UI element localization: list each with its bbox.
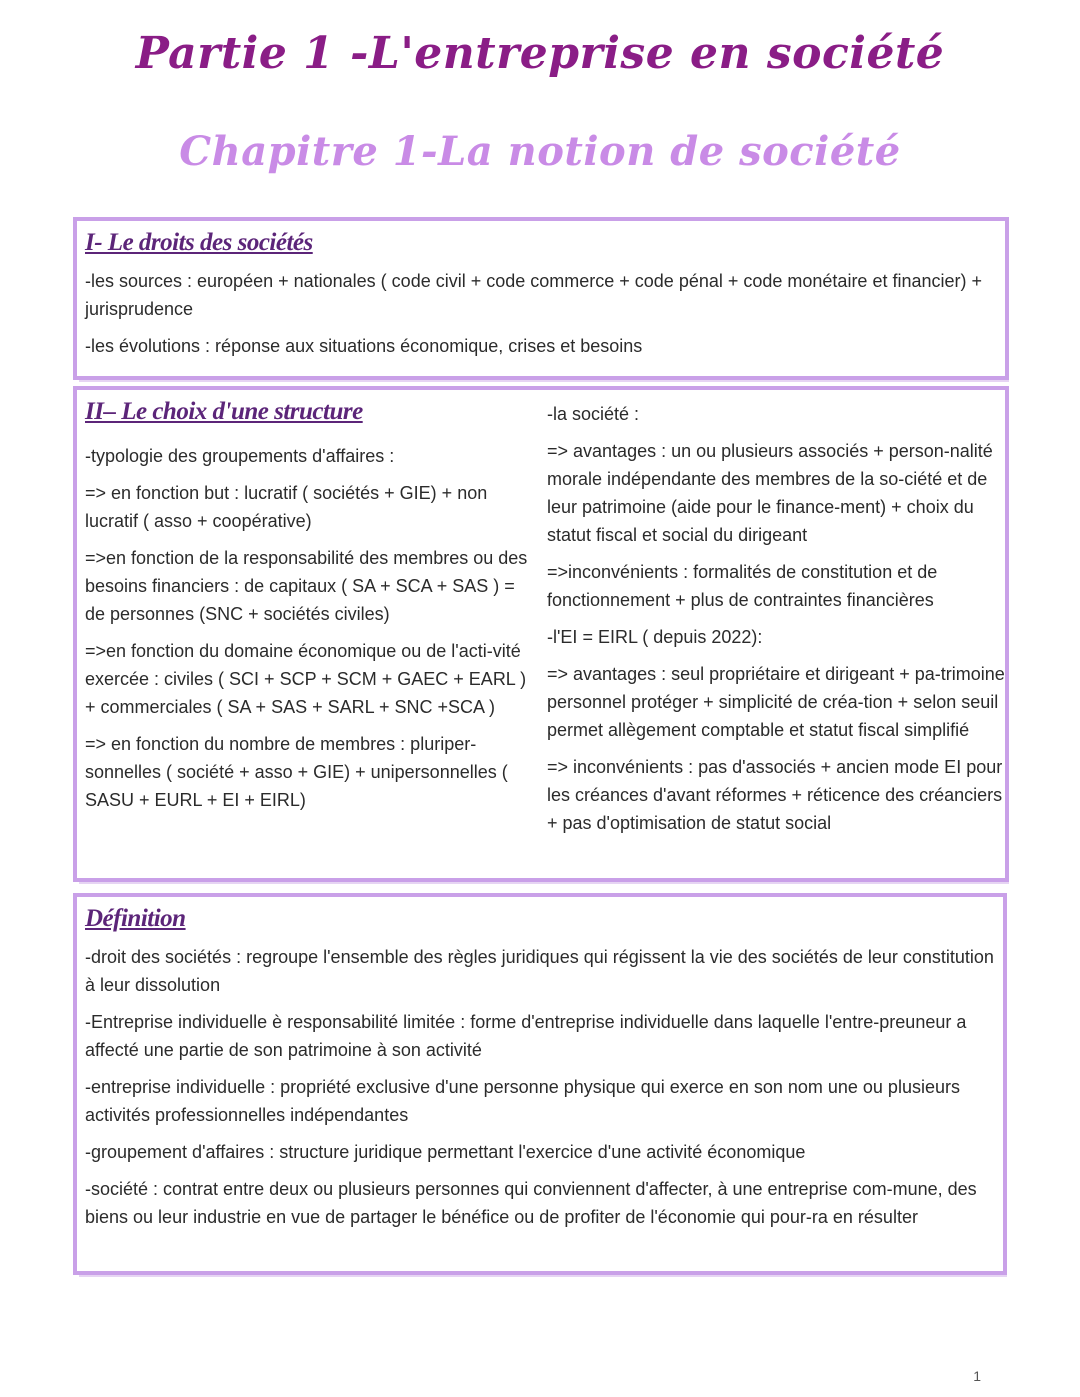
definition-groupement-affaires: -groupement d'affaires : structure juridique permettant l'exercice d'une activité économique (85, 1142, 806, 1162)
paragraph-societe-inconvenients: =>inconvénients : formalités de constitution et de fonctionnement + plus de contraintes financières (547, 562, 938, 610)
page-number: 1 (973, 1368, 981, 1384)
section-choix-structure (73, 386, 1009, 882)
chapter-title: Chapitre 1-La notion de société (179, 128, 901, 175)
section-heading: Définition (85, 905, 186, 932)
definition-entreprise-individuelle: -entreprise individuelle : propriété exclusive d'une personne physique qui exerce en son nom une ou plusieurs activités professionnelles indépendantes (85, 1077, 960, 1125)
paragraph-societe-avantages: => avantages : un ou plusieurs associés + person-nalité morale indépendante des membres de la so-ciété et de leur patrimoine (aide pour le finance-ment) + choix du statut fiscal et social du dirigeant (547, 441, 993, 545)
paragraph-ei-eirl: -l'EI = EIRL ( depuis 2022): (547, 627, 763, 647)
paragraph-la-societe: -la société : (547, 404, 640, 424)
paragraph-but: => en fonction but : lucratif ( sociétés + GIE) + non lucratif ( asso + coopérative) (85, 483, 488, 531)
part-title: Partie 1 -L'entreprise en société (135, 28, 945, 79)
paragraph-typologie: -typologie des groupements d'affaires : (85, 446, 395, 466)
section-heading: II– Le choix d'une structure (85, 398, 363, 425)
definition-societe: -société : contrat entre deux ou plusieurs personnes qui conviennent d'affecter, à une entreprise com-mune, des biens ou leur industrie en vue de partager le bénéfice ou de profiter de l'économie qui pour-ra en résulter (85, 1179, 977, 1227)
paragraph-responsabilite: =>en fonction de la responsabilité des membres ou des besoins financiers : de capitaux ( SA + SCA + SAS ) = de personnes (SNC + sociétés civiles) (85, 548, 528, 624)
definition-eirl: -Entreprise individuelle è responsabilité limitée : forme d'entreprise individuelle dans laquelle l'entre-preuneur a affecté une partie de son patrimoine à son activité (85, 1012, 967, 1060)
section-heading: I- Le droits des sociétés (85, 229, 313, 256)
section-droit-des-societes (73, 217, 1009, 380)
paragraph-sources: -les sources : européen + nationales ( code civil + code commerce + code pénal + code monétaire et financier) + jurisprudence (85, 271, 983, 319)
paragraph-ei-avantages: => avantages : seul propriétaire et dirigeant + pa-trimoine personnel protéger + simplicité de créa-tion + selon seuil permet allègement comptable et statut fiscal simplifié (547, 664, 1005, 740)
section-definition (73, 893, 1007, 1275)
right-column (547, 400, 1007, 846)
paragraph-domaine: =>en fonction du domaine économique ou de l'acti-vité exercée : civiles ( SCI + SCP + SCM + GAEC + EARL ) + commerciales ( SA + SAS + SARL + SNC +SCA ) (85, 641, 527, 717)
paragraph-ei-inconvenients: => inconvénients : pas d'associés + ancien mode EI pour les créances d'avant réformes + réticence des créanciers + pas d'optimisation de statut social (547, 757, 1003, 833)
paragraph-evolutions: -les évolutions : réponse aux situations économique, crises et besoins (85, 336, 643, 356)
definition-droit-societes: -droit des sociétés : regroupe l'ensemble des règles juridiques qui régissent la vie des sociétés de leur constitution à leur dissolution (85, 947, 994, 995)
left-column (85, 398, 537, 823)
paragraph-nombre-membres: => en fonction du nombre de membres : pluriper-sonnelles ( société + asso + GIE) + unipersonnelles ( SASU + EURL + EI + EIRL) (85, 734, 508, 810)
